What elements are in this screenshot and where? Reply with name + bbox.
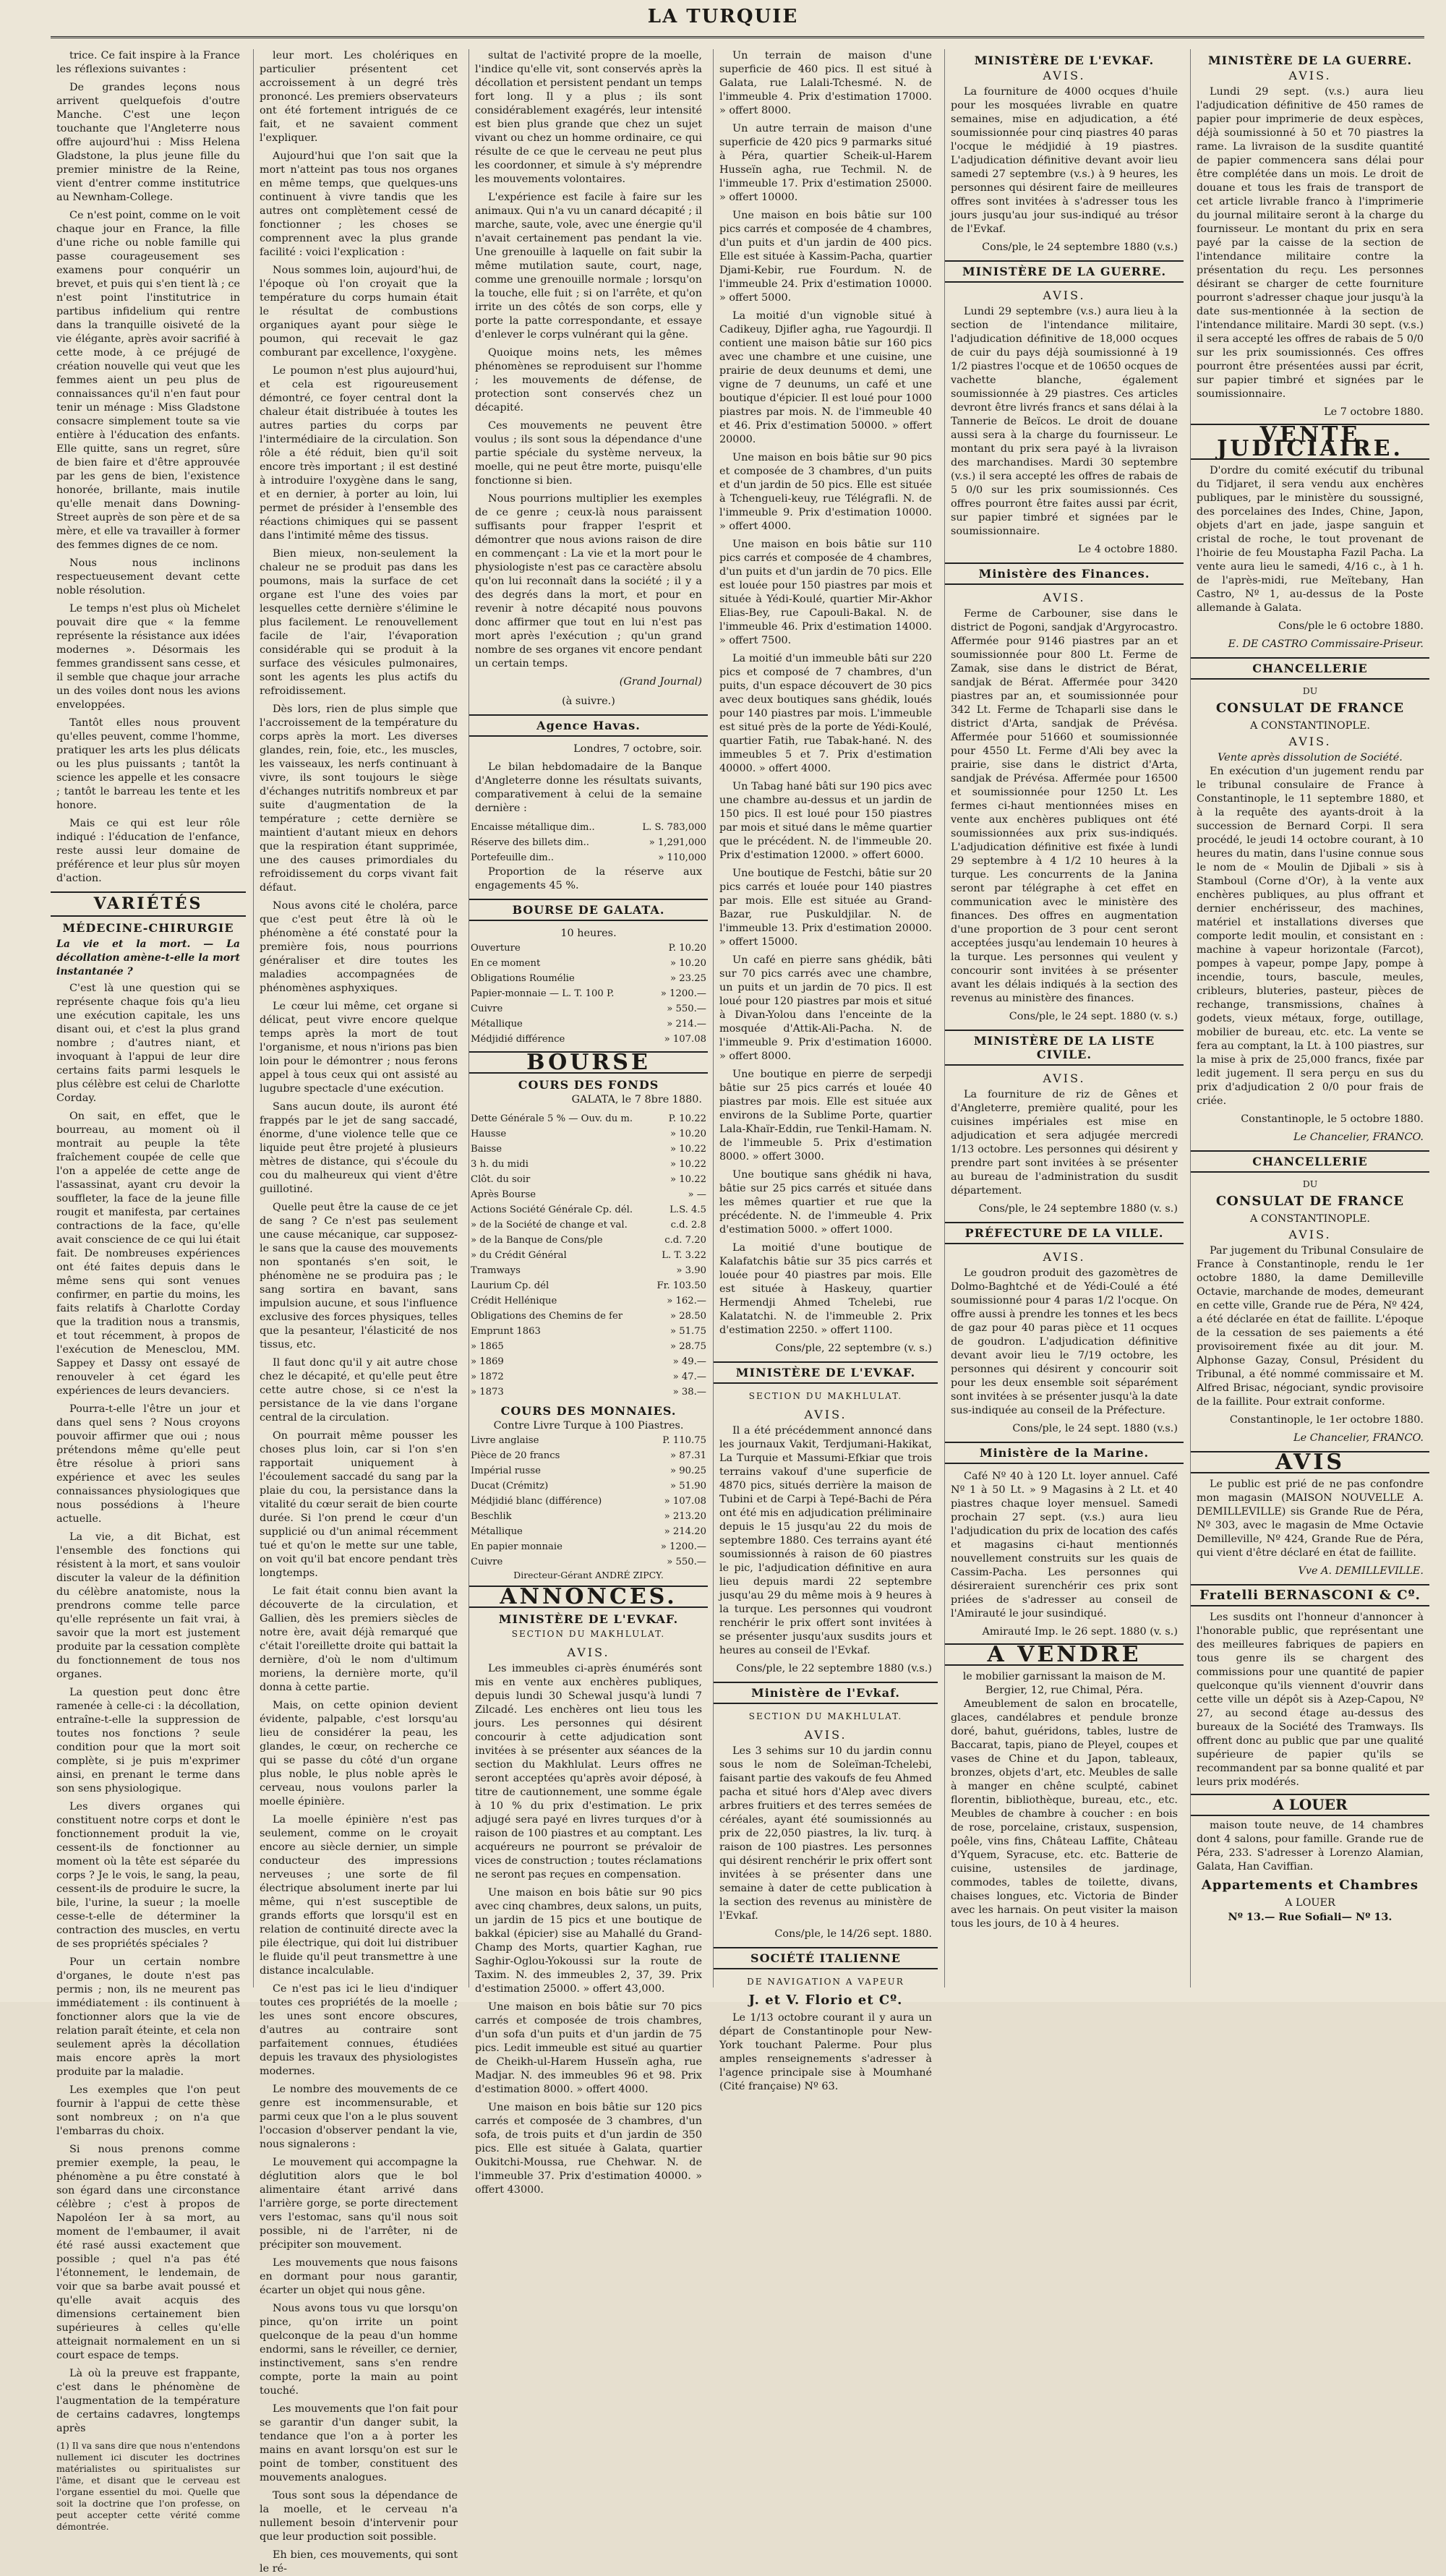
row-label: » 1865 <box>471 1341 504 1352</box>
paragraph: Les mouvements que nous faisons en dormant pour nous garantir, écarter un objet qui nous gêne. <box>260 2257 458 2296</box>
row-value: c.d. 2.8 <box>670 1220 706 1231</box>
vendre-text: Ameublement de salon en brocatelle, glaces, candélabres et pendule bronze doré, bahut, guéridons, tables, lustre de Baccarat, tapis, piano de Pleyel, coupes et vases de Chine et du Japon, tableaux, bronzes, objets d'art, etc. Meubles de salle à manger en chêne sculpté, cabinet florentin, bibliothèque, bureau, etc., etc. Meubles de chambre à coucher : en bois de rose, porcelaine, cristaux, suspension, poêle, vins fins, Château Laffite, Château d'Yquem, Syracuse, etc. etc. Batterie de cuisine, ustensiles de jardinage, commodes, tables de toilette, divans, chaises longues, etc. Victoria de Binder avec les harnais. On peut visiter la maison tous les jours, de 10 à 4 heures. <box>951 1698 1178 1930</box>
row-label: Encaisse métallique dim.. <box>471 822 595 833</box>
paragraph: Il faut donc qu'il y ait autre chose chez le décapité, et qu'elle peut être cette autre chose, si ce n'est la persistance de la vie dans l'organe central de la circulation. <box>260 1357 458 1424</box>
galata-time: 10 heures. <box>560 928 617 939</box>
property-lot: La moitié d'un immeuble bâti sur 220 pics et composé de 7 chambres, d'un puits, d'un espace découvert de 30 pics avec deux boutiques sans ghédik, loués pour 140 piastres par mois. L'immeuble est situé près de la porte de Yédi-Koulé, quartier Fatih, rue Tabak-hané. N. des immeubles 5 et 7. Prix d'estimation 40000. » offert 4000. <box>719 653 932 774</box>
footnote: (1) Il va sans dire que nous n'entendons nullement ici discuter les doctrines matérialistes ou spiritualistes sur l'âme, et disant que le cerveau est l'organe essentiel du moi. Quelle que soit la doctrine que l'on professe, on peut accepter cette vérité comme démontrée. <box>56 2440 240 2532</box>
guerre5-heading: MINISTÈRE DE LA GUERRE. <box>945 260 1184 283</box>
row-value: » 10.22 <box>669 1159 706 1170</box>
row-value: P. 110.75 <box>662 1435 706 1446</box>
article-body <box>51 982 246 2436</box>
paragraph: Les mouvements que l'on fait pour se garantir d'un danger subit, la tendance que l'on a à porter les mains en avant lorsqu'on est sur le point de tomber, constituent des mouvements analogues. <box>260 2403 458 2483</box>
row-value: » 1200.— <box>660 988 706 999</box>
row-label: Réserve des billets dim.. <box>471 837 589 848</box>
evkaf2-sub: SECTION DU MAKHLULAT. <box>748 1391 903 1401</box>
monnaies-table <box>469 1433 708 1570</box>
paragraph: Si nous prenons comme premier exemple, la peau, le phénomène a pu être constaté à son égard dans une circonstance célèbre ; c'est à propos de Napoléon Ier à sa mort, au moment de l'embaumer, il avait été rasé aussi exactement que possible ; quel n'a pas été l'étonnement, le lendemain, de voir que sa barbe avait poussé et qu'elle avait acquis des dimensions certainement bien supérieures à celles qu'elle atteignait normalement en un si court espace de temps. <box>56 2144 240 2361</box>
source-signature: (Grand Journal) <box>619 676 702 688</box>
row-value: » 162.— <box>667 1296 706 1306</box>
paragraph: Ce n'est pas ici le lieu d'indiquer toutes ces propriétés de la moelle ; les unes sont encore obscures, d'autres au contraire sont parfaitement connues, étudiées depuis les travaux des physiologistes modernes. <box>260 1983 458 2077</box>
bernasconi-heading: Fratelli BERNASCONI & Cº. <box>1191 1584 1429 1606</box>
monnaies-row <box>469 1433 708 1448</box>
row-value: » 10.22 <box>669 1174 706 1185</box>
finances-avis: AVIS. <box>1043 591 1086 604</box>
row-value: » 107.08 <box>664 1034 706 1045</box>
fonds-row <box>469 1172 708 1187</box>
guerre5-avis: AVIS. <box>1043 288 1086 302</box>
monnaies-row <box>469 1539 708 1554</box>
vente-signature: E. DE CASTRO Commissaire-Priseur. <box>1228 638 1424 650</box>
row-label: Hausse <box>471 1129 507 1139</box>
paragraph: C'est là une question qui se représente chaque fois qu'a lieu une exécution capitale, les uns disant oui, et c'est la plus grand nombre ; d'autres niant, et invoquant à l'appui de leur dire certains faits parmi lesquels le plus célèbre est celui de Charlotte Corday. <box>56 983 240 1104</box>
paragraph: Le fait était connu bien avant la découverte de la circulation, et Gallien, dès les premiers siècles de notre ère, avait déjà remarqué que c'était l'oreillette droite qui battait la dernière, d'où le nom d'ultimum moriens, la dernière morte, qu'il donna à cette partie. <box>260 1586 458 1693</box>
galata-row <box>469 1001 708 1017</box>
chancellerie1-heading: CHANCELLERIE <box>1191 657 1429 680</box>
louer-text: maison toute neuve, de 14 chambres dont 4 salons, pour famille. Grande rue de Péra, 233. S'adresser à Lorenzo Alamian, Galata, Han Caviffian. <box>1197 1820 1424 1873</box>
paragraph: On pourrait même pousser les choses plus loin, car si l'on s'en rapportait uniquement à l'écoulement saccadé du sang par la plaie du cou, la persistance dans la vitalité du cœur serait de bien courte durée. Si l'on prend le cœur d'un supplicié ou d'un animal récemment tué et qu'on le mette sur une table, on voit qu'il bat encore pendant très longtemps. <box>260 1430 458 1579</box>
galata-row <box>469 1032 708 1047</box>
dissolution-sub: Vente après dissolution de Société. <box>1218 752 1403 763</box>
paragraph: Le cœur lui même, cet organe si délicat, peut vivre encore quelque temps après la mort de tout l'organisme, et nous n'irions pas bien loin pour le démontrer ; nous ferons appel à tous ceux qui ont assisté au lugubre spectacle d'une exécution. <box>260 1001 458 1095</box>
consulat2-avis: AVIS. <box>1288 1228 1332 1241</box>
row-value: » 214.— <box>667 1019 706 1030</box>
row-value: » 107.08 <box>664 1496 706 1507</box>
monnaies-row <box>469 1524 708 1539</box>
paragraph: La moelle épinière n'est pas seulement, comme on le croyait encore au siècle dernier, un simple conducteur des impressions nerveuses ; une sorte de fil électrique absolument inerte par lui même, qui n'est susceptible de grands efforts que lorsqu'il est en relation de continuité directe avec la pile électrique, qui doit lui distribuer le fluide qu'il peut transmettre à une distance incalculable. <box>260 1814 458 1977</box>
fonds-row <box>469 1157 708 1172</box>
paragraph: Le temps n'est plus où Michelet pouvait dire que « la femme représente la résistance aux idées modernes ». Désormais les femmes grandissent sans cesse, et il semble que chaque jour arrache un des voiles dont nous les avions enveloppées. <box>56 603 240 711</box>
appartements-louer: A LOUER <box>1285 1897 1335 1909</box>
paragraph: leur mort. Les cholériques en particulier présentent cet accroissement à un degré très prononcé. Les premiers observateurs ont été fortement intrigués de ce fait, et ne savaient comment l'expliquer. <box>260 50 458 144</box>
row-label: En ce moment <box>471 958 541 969</box>
row-label: Cuivre <box>471 1004 503 1014</box>
paragraph: Nous sommes loin, aujourd'hui, de l'époque où l'on croyait que la température du corps humain était le résultat de combustions organiques ayant pour siège le poumon, qui recevait le gaz comburant par excellence, l'oxygène. <box>260 265 458 359</box>
paragraph: Quoique moins nets, les mêmes phénomènes se reproduisent sur l'homme ; les mouvements de défense, de protection sont conservés chez un décapité. <box>475 347 702 414</box>
row-label: En papier monnaie <box>471 1541 562 1552</box>
row-label: » de la Société de change et val. <box>471 1220 628 1231</box>
evkaf3-avis: AVIS. <box>804 1728 847 1742</box>
paragraph: Tous sont sous la dépendance de la moelle, et le cerveau n'a nullement besoin d'intervenir pour que leur production soit possible. <box>260 2490 458 2543</box>
paragraph: On sait, en effet, que le bourreau, au moment où il montrait au peuple la tête fraîchement coupée de celle que l'on a appelée de cette ange de l'assassinat, ayant cru devoir la souffleter, la face de la jeune fille rougit et manifesta, par certaines contractions de la face, qu'elle avait conscience de ce qui lui était fait. De nombreuses expériences ont été faites depuis dans le même sens qui sont venues confirmer, en partie du moins, les faits relatifs à Charlotte Corday que la tradition nous a transmis, et tout récemment, à propos de l'exécution de Menesclou, MM. Sappey et Dassy ont essayé de renouveler à cet égard les expériences de leurs devanciers. <box>56 1111 240 1397</box>
vente-heading: VENTE JUDICIAIRE. <box>1191 424 1429 460</box>
galata-row <box>469 941 708 956</box>
medecine-heading: MÉDECINE-CHIRURGIE <box>62 921 234 935</box>
row-value: P. 10.22 <box>668 1113 706 1124</box>
chancellerie1-du: DU <box>1302 685 1318 696</box>
fonds-row <box>469 1339 708 1354</box>
row-label: » 1869 <box>471 1356 504 1367</box>
row-value: » 3.90 <box>676 1265 706 1276</box>
guerre6-heading: MINISTÈRE DE LA GUERRE. <box>1207 54 1413 67</box>
row-label: Obligations Roumélie <box>471 973 575 984</box>
row-label: Métallique <box>471 1526 523 1537</box>
row-label: Pièce de 20 francs <box>471 1450 560 1461</box>
havas-date: Londres, 7 octobre, soir. <box>573 743 702 755</box>
evkaf5-text: La fourniture de 4000 ocques d'huile pour les mosquées livrable en quatre semaines, mise en adjudication, a été soumissionnée pour cinq piastres 40 paras l'ocque le médjidié à 19 piastres. L'adjudication définitive devant avoir lieu samedi 27 septembre (v.s.) à 9 heures, les personnes qui désirent faire de meilleures offres sont invitées à s'adresser tous les jours jusqu'au jour sus-indiqué au trésor de l'Evkaf. <box>951 86 1178 235</box>
demilleville-signature: Vve A. DEMILLEVILLE. <box>1298 1565 1424 1577</box>
evkaf5-heading: MINISTÈRE DE L'EVKAF. <box>974 54 1155 67</box>
property-lot: La moitié d'un vignoble situé à Cadikeuy, Djifler agha, rue Yagourdji. Il contient une maison bâtie sur 160 pics avec une chambre et une cuisine, une prairie de deux deunums et demi, une vigne de 7 deunums, un café et une boutique d'épicier. Il est loué pour 1000 piastres par mois. N. de l'immeuble 40 et 46. Prix d'estimation 50000. » offert 20000. <box>719 310 932 445</box>
avis-big-heading: AVIS <box>1191 1451 1429 1473</box>
paragraph: Les divers organes qui constituent notre corps et dont le fonctionnement produit la vie, cessent-ils de fonctionner au moment où la tête est séparée du corps ? Je le vois, le sang, la peau, cessent-ils de produire le sucre, la bile, l'urine, la sueur ; la moelle cesse-t-elle de déterminer la contraction des muscles, en vertu de ses propriétés spéciales ? <box>56 1801 240 1950</box>
paragraph: Bien mieux, non-seulement la chaleur ne se produit pas dans les poumons, mais la surface de cet organe est l'une des voies par lesquelles cette dernière s'élimine le plus facilement. Le renouvellement facile de l'air, l'évaporation considérable qui se produit à la surface des vésicules pulmonaires, sont les agents les plus actifs du refroidissement. <box>260 548 458 697</box>
evkaf-lots <box>469 1886 708 2197</box>
louer-heading: A LOUER <box>1191 1794 1429 1816</box>
paragraph: L'expérience est facile à faire sur les animaux. Qui n'a vu un canard décapité ; il marche, saute, vole, avec une énergie qu'il n'avait certainement pas pendant la vie. Une grenouille à laquelle on fait subir la même mutilation saute, court, nage, comme une grenouille normale ; lorsqu'on la touche, elle fuit ; si on l'arrête, et qu'on irrite un des côtés de son corps, elle y porte la patte correspondante, et essaye d'enlever le corps vulnérant qui la gêne. <box>475 192 702 341</box>
article-end <box>469 49 708 671</box>
evkaf3-text: Les 3 sehims sur 10 du jardin connu sous le nom de Soleïman-Tchelebi, faisant partie des vakoufs de feu Ahmed pacha et situé hors d'Alep avec divers arbres fruitiers et des terres semées de céréales, ayant été soumissionnés au prix de 22,050 piastres, la liv. turq. à raison de 100 piastres. Les personnes qui désirent renchérir le prix offert sont invitées à se présenter dans une semaine à dater de cette publication à la section des revenus au ministère de l'Evkaf. <box>719 1745 932 1922</box>
consulat1-heading: CONSULAT DE FRANCE <box>1215 701 1405 716</box>
paragraph: Dès lors, rien de plus simple que l'accroissement de la température du corps après la mort. Les diverses glandes, rein, foie, etc., les muscles, les vaisseaux, les nerfs continuant à vivre, ils sont toujours le siège d'échanges nutritifs nombreux et par suite d'augmentation de la température ; cette dernière se maintient d'autant mieux en dehors que la respiration étant supprimée, une des causes primordiales du refroidissement du corps vivant fait défaut. <box>260 703 458 894</box>
masthead <box>0 0 1446 43</box>
row-value: L.S. 4.5 <box>669 1204 706 1215</box>
row-label: Métallique <box>471 1019 523 1030</box>
row-label: Livre anglaise <box>471 1435 539 1446</box>
consple-date: Cons/ple, 22 septembre (v. s.) <box>775 1343 932 1354</box>
row-label: Crédit Hellénique <box>471 1296 557 1306</box>
evkaf2-heading: MINISTÈRE DE L'EVKAF. <box>714 1361 938 1384</box>
row-value: L. T. 3.22 <box>662 1250 706 1261</box>
chancellerie2-du: DU <box>1302 1178 1318 1189</box>
havas-row <box>469 820 708 835</box>
consulat1-avis: AVIS. <box>1288 735 1332 748</box>
galata-row <box>469 1017 708 1032</box>
marine-date: Amirauté Imp. le 26 sept. 1880 (v. s.) <box>982 1626 1178 1638</box>
row-value: » 38.— <box>672 1387 706 1398</box>
galata-row <box>469 971 708 986</box>
navigation-sub: DE NAVIGATION A VAPEUR <box>747 1977 904 1987</box>
guerre6-date: Le 7 octobre 1880. <box>1324 406 1424 418</box>
galata-row <box>469 986 708 1001</box>
italienne-heading: SOCIÉTÉ ITALIENNE <box>714 1947 938 1969</box>
evkaf-text: Les immeubles ci-après énumérés sont mis en vente aux enchères publiques, depuis lundi 30 Schewal jusqu'à lundi 7 Zilcadé. Les enchères ont lieu tous les jours. Les personnes qui désirent concourir à cette adjudication sont invitées à se présenter aux séances de la section du Makhlulat. Leurs offres ne seront acceptées qu'après avoir déposé, à titre de cautionnement, une somme égale à 10 % du prix d'estimation. Le prix adjugé sera payé en livres turques d'or à raison de 100 piastres et au comptant. Les acquéreurs ne pourront se prévaloir de vices de construction ; toutes réclamations ne seront pas reçues en compensation. <box>475 1663 702 1880</box>
evkaf-lots-continued <box>714 49 938 1338</box>
evkaf-avis: AVIS. <box>567 1646 610 1659</box>
evkaf2-text: Il a été précédemment annoncé dans les journaux Vakit, Terdjumani-Hakikat, La Turquie et Massumi-Efkiar que trois terrains vakouf d'une superficie de 4870 pics, situés derrière la maison de Tubini et de Carpi à Tepé-Bachi de Péra ont été mis en adjudication préliminaire depuis le 15 jusqu'au 22 du mois de septembre 1880. Ces terrains ayant été soumissionnés à raison de 60 piastres le pic, l'adjudication définitive en aura lieu depuis mardi 22 septembre jusqu'au 29 du même mois à 9 heures à la turque. Les personnes qui voudront renchérir le prix offert sont invitées à se présenter jusqu'aux susdits jours et heures au conseil de l'Evkaf. <box>719 1425 932 1656</box>
fonds-row <box>469 1354 708 1369</box>
galata-heading: BOURSE DE GALATA. <box>469 899 708 921</box>
civile-heading: MINISTÈRE DE LA LISTE CIVILE. <box>945 1030 1184 1066</box>
row-value: » 49.— <box>672 1356 706 1367</box>
paragraph: Pourra-t-elle l'être un jour et dans quel sens ? Nous croyons pouvoir affirmer que oui ; nous prétendons même qu'elle peut être résolue à priori sans expérience et avec les seules connaissances physiologiques que nous possédions à l'heure actuelle. <box>56 1403 240 1525</box>
row-value: » — <box>688 1189 706 1200</box>
fonds-row <box>469 1233 708 1248</box>
guerre5-date: Le 4 octobre 1880. <box>1078 544 1178 555</box>
property-lot: Une boutique de Festchi, bâtie sur 20 pics carrés et louée pour 140 piastres par mois. Elle est située au Grand-Bazar, rue Puskuldjilar. N. de l'immeuble 13. Prix d'estimation 20000. » offert 15000. <box>719 868 932 948</box>
fonds-date: GALATA, le 7 8bre 1880. <box>571 1094 702 1105</box>
row-value: » 1200.— <box>660 1541 706 1552</box>
guerre6-text: Lundi 29 sept. (v.s.) aura lieu l'adjudication définitive de 450 rames de papier pour imprimerie de deux espèces, déjà soumissionné à 50 et 70 piastres la rame. La livraison de la susdite quantité de papier commencera sans délai pour être complétée dans un mois. Le droit de douane et tous les frais de transport de cet article livrable franco à l'imprimerie du journal militaire seront à la charge du fournisseur. Le montant du prix en sera payé par la caisse de la section de l'intendance militaire contre la présentation du reçu. Les personnes désirant se charger de cette fourniture pourront s'adresser chaque jour jusqu'à la date sus-mentionnée à la section de l'intendance militaire. Mardi 30 sept. (v.s.) il sera accepté les offres de rabais de 5 0/0 sur les prix soumissionnés. Ces offres pourront être présentées aussi par écrit, sur papier timbré et signées par le soumissionnaire. <box>1197 86 1424 400</box>
consulat2-cple: A CONSTANTINOPLE. <box>1249 1213 1370 1225</box>
row-label: Médjidié blanc (différence) <box>471 1496 602 1507</box>
civile-avis: AVIS. <box>1043 1071 1086 1085</box>
row-value: » 10.22 <box>669 1144 706 1155</box>
monnaies-row <box>469 1463 708 1479</box>
paragraph: Ce n'est point, comme on le voit chaque jour en France, la fille d'une riche ou noble famille qui passe courageusement ses examens pour conquérir un brevet, et puis qui s'en tient là ; ce n'est point l'institutrice in partibus infidelium qui rentre dans la tranquille oisiveté de la vie élégante, après avoir sacrifié à cette mode, à ce préjugé de création nouvelle qui veut que les femmes aient un peu plus de connaissances qu'il n'en faut pour tenir un ménage : Miss Gladstone consacre simplement toute sa vie entière à l'éducation des enfants. Elle quitte, sans un regret, sûre de bien faire et d'être approuvée par les gens de bien, l'existence honorée, brillante, mais inutile qu'elle menait dans Downing-Street auprès de son père et de sa mère, et elle va travailler à former des femmes dignes de ce nom. <box>56 210 240 551</box>
property-lot: Un Tabag hané bâti sur 190 pics avec une chambre au-dessus et un jardin de 150 pics. Il est loué pour 150 piastres par mois et situé dans le même quartier que le précédent. N. de l'immeuble 20. Prix d'estimation 12000. » offert 6000. <box>719 781 932 861</box>
evkaf2-avis: AVIS. <box>804 1408 847 1421</box>
appartements-heading: Appartements et Chambres <box>1201 1878 1419 1893</box>
row-label: Clôt. du soir <box>471 1174 531 1185</box>
row-label: Baisse <box>471 1144 502 1155</box>
newspaper-title: LA TURQUIE <box>647 6 799 27</box>
row-label: Obligations des Chemins de fer <box>471 1311 623 1322</box>
paragraph: Les exemples que l'on peut fournir à l'appui de cette thèse sont nombreux ; on n'a que l'embarras du choix. <box>56 2084 240 2137</box>
row-label: » 1873 <box>471 1387 504 1398</box>
demilleville-text: Le public est prié de ne pas confondre mon magasin (MAISON NOUVELLE A. DEMILLEVILLE) sis Grande Rue de Péra, Nº 303, avec le magasin de Mme Octavie Demilleville, Nº 424, Grande Rue de Péra, qui vient d'être déclaré en état de faillite. <box>1197 1479 1424 1559</box>
row-value: » 28.50 <box>669 1311 706 1322</box>
column-4 <box>713 49 938 2092</box>
property-lot: La moitié d'une boutique de Kalafatchis bâtie sur 35 pics carrés et louée pour 40 piastres par mois. Elle est située à Haskeuy, quartier Hermendji Ahmed Tchelebi, rue Kalatatchi. N. de l'immeuble 2. Prix d'estimation 2250. » offert 1100. <box>719 1242 932 1336</box>
chancellerie2-heading: CHANCELLERIE <box>1191 1150 1429 1173</box>
row-value: » 1,291,000 <box>649 837 706 848</box>
evkaf5-avis: AVIS. <box>1043 69 1086 82</box>
prefecture-date: Cons/ple, le 24 sept. 1880 (v.s.) <box>1012 1423 1178 1434</box>
fonds-row <box>469 1126 708 1142</box>
havas-table <box>469 820 708 865</box>
property-lot: Une boutique en pierre de serpedji bâtie sur 25 pics carrés et louée 40 piastres par mois. Elle est située aux environs de la Sublime Porte, quartier Lala-Khaïr-Eddin, rue Tenkil-Hamam. N. de l'immeuble 5. Prix d'estimation 8000. » offert 3000. <box>719 1069 932 1163</box>
vente-date: Cons/ple le 6 octobre 1880. <box>1278 620 1424 632</box>
monnaies-row <box>469 1448 708 1463</box>
row-label: Tramways <box>471 1265 521 1276</box>
column-5 <box>944 49 1184 1987</box>
row-value: » 90.25 <box>669 1465 706 1476</box>
row-value: » 28.75 <box>669 1341 706 1352</box>
consulat1-cple: A CONSTANTINOPLE. <box>1249 720 1370 732</box>
consulat2-text: Par jugement du Tribunal Consulaire de France à Constantinople, rendu le 1er octobre 1880, la dame Demilleville Octavie, marchande de modes, demeurant en cette ville, Grande rue de Péra, Nº 424, a été déclarée en état de faillite. L'époque de la cessation de ses paiements a été provisoirement fixée au dit jour. M. Alphonse Gazay, Consul, Président du Tribunal, a été nommé commissaire et M. Alfred Brisac, négociant, syndic provisoire de la faillite. Pour extrait conforme. <box>1197 1245 1424 1408</box>
fonds-table <box>469 1111 708 1400</box>
property-lot: Une maison en bois bâtie sur 90 pics avec cinq chambres, deux salons, un puits, un jardin de 15 pics et une boutique de bakkal (épicier) sise au Mahallé du Grand-Champ des Morts, quartier Kaghan, rue Saghir-Oglou-Yokoussi sur la route de Taxim. N. des immeubles 2, 37, 39. Prix d'estimation 25000. » offert 43,000. <box>475 1887 702 1995</box>
guerre5-text: Lundi 29 septembre (v.s.) aura lieu à la section de l'intendance militaire, l'adjudication définitive de 18,000 ocques de cuir du pays déjà soumissionné à 19 1/2 piastres l'ocque et de 10650 ocques de vachette blanche, également soumissionnée à 29 piastres. Ces articles devront être livrés francs et sans délai à la Tannerie de Beïcos. Le droit de douane aussi sera à la charge du fournisseur. Le montant du prix sera payé à la livraison des marchandises. Mardi 30 septembre (v.s.) il sera accepté les offres de rabais de 5 0/0 sur les prix soumissionnés. Ces offres pourront être faites aussi par écrit, sur papier timbré et signées par le soumissionnaire. <box>951 306 1178 537</box>
paragraph: Quelle peut être la cause de ce jet de sang ? Ce n'est pas seulement une cause mécanique, car supposez-le sans que la cause des mouvements non spontanés s'en soit, le phénomène ne se produira pas ; le sang sortira en bavant, sans impulsion aucune, et sous l'influence exclusive des forces physiques, telles que la pesanteur, l'élasticité de nos tissus, etc. <box>260 1202 458 1351</box>
evkaf3-sub: SECTION DU MAKHLULAT. <box>748 1711 903 1721</box>
havas-proportion: Proportion de la réserve aux engagements 45 %. <box>475 866 702 891</box>
paragraph: Nous nous inclinons respectueusement devant cette noble résolution. <box>56 557 240 596</box>
galata-row <box>469 956 708 971</box>
bernasconi-text: Les susdits ont l'honneur d'annoncer à l'honorable public, que représentant une des meilleures fabriques de papiers en tous genre ils se chargent des commissions pour une quantité de papier quelconque qu'ils viennent d'ouvrir dans cette ville un dépôt sis à Azep-Capou, Nº 27, au second étage au-dessus des bureaux de la Société des Tramways. Ils offrent donc au public que par une qualité supérieure de papier qu'ils se recommandent par sa bonne qualité et par leurs prix modérés. <box>1197 1612 1424 1788</box>
paragraph: La vie, a dit Bichat, est l'ensemble des fonctions qui résistent à la mort, et sans vouloir discuter la valeur de la définition du célèbre anatomiste, nous la prendrons comme telle parce qu'elle représente un fait vrai, à savoir que la mort est justement produite par la cessation complète du fonctionnement de tous nos organes. <box>56 1531 240 1680</box>
row-value: » 110,000 <box>658 852 706 863</box>
paragraph: Nous pourrions multiplier les exemples de ce genre ; ceux-là nous paraissent suffisants pour frapper l'esprit et démontrer que nous avions raison de dire en commençant : La vie et la mort pour le physiologiste n'est pas ce caractère absolu qu'on lui reconnaît dans la société ; il y a des degrés dans la mort, et pour en revenir à notre décapité nous pouvons donc affirmer que tout en lui n'est pas mort après l'exécution ; qu'un grand nombre de ses organes vit encore pendant un certain temps. <box>475 493 702 669</box>
marine-text: Café Nº 40 à 120 Lt. loyer annuel. Café Nº 1 à 50 Lt. » 9 Magasins à 2 Lt. et 40 piastres chaque loyer mensuel. Samedi prochain 27 sept. (v.s.) aura lieu l'adjudication du prix de location des cafés et magasins ci-haut mentionnés nouvellement construits sur les quais de Cassim-Pacha. Les personnes qui désireraient surenchérir ces prix sont priées de s'adresser au conseil de l'Amirauté le jour susindiqué. <box>951 1471 1178 1619</box>
prefecture-heading: PRÉFECTURE DE LA VILLE. <box>945 1222 1184 1244</box>
row-value: » 51.90 <box>669 1481 706 1492</box>
paragraph: Eh bien, ces mouvements, qui sont le ré- <box>260 2549 458 2575</box>
row-label: Cuivre <box>471 1557 503 1567</box>
property-lot: Une maison en bois bâtie sur 100 pics carrés et composée de 4 chambres, d'un puits et d'un jardin de 400 pics. Elle est située à Kassim-Pacha, quartier Djami-Kebir, rue Fourdum. N. de l'immeuble 24. Prix d'estimation 10000. » offert 5000. <box>719 210 932 304</box>
fonds-row <box>469 1111 708 1126</box>
row-value: » 47.— <box>672 1372 706 1382</box>
row-label: » de la Banque de Cons/ple <box>471 1235 603 1246</box>
property-lot: Une maison en bois bâtie sur 120 pics carrés et composée de 3 chambres, d'un sofa, de trois puits et d'un jardin de 350 pics. Elle est située à Galata, quartier Oukitchi-Moussa, rue Chehwar. N. de l'immeuble 37. Prix d'estimation 40000. » offert 43000. <box>475 2102 702 2196</box>
havas-row <box>469 835 708 850</box>
fonds-row <box>469 1309 708 1324</box>
paragraph: sultat de l'activité propre de la moelle, l'indice qu'elle vit, sont conservés après la décollation et persistent pendant un temps fort long. Il y a plus ; ils sont considérablement exagérés, leur intensité est bien plus grande que chez un sujet vivant ou chez un homme ordinaire, ce qui résulte de ce que le cerveau ne peut plus les coordonner, et simule à s'y méprendre les mouvements volontaires. <box>475 50 702 185</box>
consulat1-signature: Le Chancelier, FRANCO. <box>1293 1131 1424 1143</box>
paragraph: De grandes leçons nous arrivent quelquefois d'outre Manche. C'est une leçon touchante que l'Angleterre nous offre aujourd'hui : Miss Helena Gladstone, la plus jeune fille du premier ministre de la Reine, vient d'entrer comme institutrice au Newnham-College. <box>56 82 240 203</box>
paragraph: La question peut donc être ramenée à celle-ci : la décollation, entraîne-t-elle la suppression de toutes nos fonctions ? seule condition pour que la mort soit complète, si je puis m'exprimer ainsi, en prenant le terme dans son sens physiologique. <box>56 1687 240 1794</box>
paragraph: Aujourd'hui que l'on sait que la mort n'atteint pas tous nos organes en même temps, que quelques-uns continuent à vivre tandis que les autres ont complètement cessé de fonctionner ; les choses se comprennent avec la plus grande facilité : voici l'explication : <box>260 150 458 258</box>
a-suivre: (à suivre.) <box>562 696 615 707</box>
paragraph: Pour un certain nombre d'organes, le doute n'est pas permis ; non, ils ne meurent pas immédiatement : ils continuent à fonctionner alors que la vie de relation paraît éteinte, et cela non seulement après la décollation mais encore après la mort produite par la maladie. <box>56 1956 240 2078</box>
article-continuation <box>254 49 463 2576</box>
evkaf5-date: Cons/ple, le 24 septembre 1880 (v.s.) <box>982 241 1178 253</box>
paragraph: Ces mouvements ne peuvent être voulus ; ils sont sous la dépendance d'une partie spéciale du système nerveux, la moelle, qui ne peut être morte, puisqu'elle fonctionne si bien. <box>475 420 702 487</box>
fonds-row <box>469 1293 708 1309</box>
evkaf-heading: MINISTÈRE DE L'EVKAF. <box>498 1612 679 1626</box>
fonds-row <box>469 1202 708 1218</box>
property-lot: Une maison en bois bâtie sur 110 pics carrés et composée de 4 chambres, d'un puits et d'un jardin de 70 pics. Elle est louée pour 150 piastres par mois et située à Yédi-Koulé, quartier Mir-Akhor Elias-Bey, rue Capouli-Bakal. N. de l'immeuble 46. Prix d'estimation 14000. » offert 7500. <box>719 539 932 646</box>
column-3 <box>469 49 708 2196</box>
fonds-row <box>469 1248 708 1263</box>
column-6 <box>1190 49 1429 1987</box>
consulat1-text: En exécution d'un jugement rendu par le tribunal consulaire de France à Constantinople, le 11 septembre 1880, et à la requête des ayants-droit à la succession de Bernard Corpi. Il sera procédé, le jeudi 14 octobre courant, à 10 heures du matin, dans l'usine connue sous le nom de « Moulin de Djibali » sis à Stamboul (Corne d'Or), à la vente aux enchères publiques, au plus offrant et dernier enchérisseur, des machines, matériel et installations diverses que comporte ledit moulin, et consistant en : machine à vapeur horizontale (Farcot), pompes à vapeur, pompe Japy, pompe à incendie, tours, bascule, meules, cribleurs, bluteries, pasteur, pièces de rechange, transmissions, chaînes à godets, vieux métaux, forge, outillage, mobilier de bureau, etc. etc. La vente se fera au comptant, la Lt. à 100 piastres, sur la mise à prix de 25,000 francs, fixée par ledit jugement. Il sera perçu en sus du prix d'adjudication 2 0/0 pour frais de criée. <box>1197 766 1424 1107</box>
prefecture-avis: AVIS. <box>1043 1250 1086 1264</box>
evkaf3-heading: Ministère de l'Evkaf. <box>714 1682 938 1704</box>
property-lot: Un terrain de maison d'une superficie de 460 pics. Il est situé à Galata, rue Lalali-Tchesmé. N. de l'immeuble 4. Prix d'estimation 17000. » offert 8000. <box>719 50 932 116</box>
varietes-heading: VARIÉTÉS <box>51 891 246 917</box>
row-value: » 51.75 <box>669 1326 706 1337</box>
consulat1-date: Constantinople, le 5 octobre 1880. <box>1241 1113 1424 1125</box>
appartements-address: Nº 13.— Rue Sofiali— Nº 13. <box>1228 1911 1392 1923</box>
civile-text: La fourniture de riz de Gênes et d'Angleterre, première qualité, pour les cuisines impériales est mise en adjudication et sera adjugée mercredi 1/13 octobre. Les personnes qui désirent y prendre part sont invitées à se présenter au bureau de l'administration du susdit département. <box>951 1089 1178 1197</box>
row-value: c.d. 7.20 <box>664 1235 706 1246</box>
paragraph: Là où la preuve est frappante, c'est dans le phénomène de l'augmentation de la température de certains cadavres, longtemps après <box>56 2368 240 2434</box>
paragraph: Le nombre des mouvements de ce genre est incommensurable, et parmi ceux que l'on a le plus souvent l'occasion d'observer pendant la vie, nous signalerons : <box>260 2084 458 2150</box>
paragraph: Mais, on cette opinion devient évidente, palpable, c'est lorsqu'au lieu de considérer la peau, les glandes, le cœur, on recherche ce qui se passe du côté d'un organe plus noble, le plus noble après le cerveau, nous voulons parler la moelle épinière. <box>260 1700 458 1807</box>
evkaf2-date: Cons/ple, le 22 septembre 1880 (v.s.) <box>736 1663 932 1674</box>
paragraph: Le mouvement qui accompagne la déglutition alors que le bol alimentaire étant arrivé dans l'arrière gorge, se porte directement vers l'estomac, sans qu'il nous soit possible, ni de l'arrêter, ni de précipiter son mouvement. <box>260 2157 458 2251</box>
row-label: Médjidié différence <box>471 1034 565 1045</box>
row-label: Ouverture <box>471 943 521 954</box>
paragraph: Nous avons cité le choléra, parce que c'est peut être là où le phénomène a été constaté pour la première fois, nous pourrions généraliser et dire toutes les maladies accompagnées de phénomènes asphyxiques. <box>260 900 458 994</box>
finances-date: Cons/ple, le 24 sept. 1880 (v. s.) <box>1009 1011 1178 1022</box>
paragraph: trice. Ce fait inspire à la France les réflexions suivantes : <box>56 50 240 75</box>
evkaf-sub: SECTION DU MAKHLULAT. <box>511 1629 666 1639</box>
vendre-heading: A VENDRE <box>945 1643 1184 1666</box>
row-label: » 1872 <box>471 1372 504 1382</box>
consulat2-signature: Le Chancelier, FRANCO. <box>1293 1432 1424 1444</box>
paragraph: Le poumon n'est plus aujourd'hui, et cela est rigoureusement démontré, ce foyer central dont la chaleur était distribuée à toutes les autres parties du corps par l'intermédiaire de la circulation. Son rôle a été réduit, bien qu'il soit encore très important ; il est destiné à introduire l'oxygène dans le sang, et en dernier, à porter au loin, lui permet de présider à l'ensemble des réactions chimiques qui se passent dans l'intimité même des tissus. <box>260 365 458 542</box>
row-value: » 550.— <box>667 1004 706 1014</box>
property-lot: Une maison en bois bâtie sur 90 pics et composée de 3 chambres, d'un puits et d'un jardin de 50 pics. Elle est située à Tchengueli-keuy, rue Télégrafli. N. de l'immeuble 9. Prix d'estimation 10000. » offert 4000. <box>719 452 932 532</box>
masthead-rule <box>51 36 1424 38</box>
civile-date: Cons/ple, le 24 septembre 1880 (v. s.) <box>978 1203 1178 1215</box>
galata-table <box>469 941 708 1047</box>
column-1 <box>51 49 246 2532</box>
row-label: Laurium Cp. dél <box>471 1280 549 1291</box>
row-label: Papier-monnaie — L. T. 100 P. <box>471 988 615 999</box>
row-value: » 10.20 <box>669 958 706 969</box>
bourse-heading: BOURSE <box>469 1051 708 1074</box>
property-lot: Un autre terrain de maison d'une superficie de 420 pics 9 parmarks situé à Péra, quartier Scheik-ul-Harem Husseïn agha, rue Techmil. N. de l'immeuble 17. Prix d'estimation 25000. » offert 10000. <box>719 123 932 203</box>
havas-heading: Agence Havas. <box>469 714 708 737</box>
row-value: L. S. 783,000 <box>642 822 706 833</box>
row-label: Actions Société Générale Cp. dél. <box>471 1204 633 1215</box>
havas-row <box>469 850 708 865</box>
monnaies-row <box>469 1554 708 1570</box>
row-value: Fr. 103.50 <box>656 1280 706 1291</box>
fonds-row <box>469 1218 708 1233</box>
row-label: Dette Générale 5 % — Ouv. du m. <box>471 1113 633 1124</box>
fonds-row <box>469 1142 708 1157</box>
prefecture-text: Le goudron produit des gazomètres de Dolmo-Baghtché et de Yédi-Coulé a été soumissionné pour 4 paras 1/2 l'ocque. On offre aussi à prendre les tonnes et les becs de gaz pour 40 paras pièce et 11 ocques de goudron. L'adjudication définitive devant avoir lieu le 7/19 octobre, les personnes qui désirent y concourir soit pour les deux ensemble soit séparément sont invitées à se présenter jusqu'à la date sus-indiquée au conseil de la Préfecture. <box>951 1267 1178 1416</box>
row-label: Portefeuille dim.. <box>471 852 555 863</box>
fonds-row <box>469 1187 708 1202</box>
gerant: Directeur-Gérant ANDRÉ ZIPCY. <box>513 1570 664 1580</box>
fonds-row <box>469 1385 708 1400</box>
monnaies-heading: COURS DES MONNAIES. <box>500 1404 677 1418</box>
evkaf3-date: Cons/ple, le 14/26 sept. 1880. <box>774 1928 932 1940</box>
column-2 <box>253 49 463 2575</box>
annonces-heading: ANNONCES. <box>469 1586 708 1608</box>
marine-heading: Ministère de la Marine. <box>945 1442 1184 1464</box>
monnaies-row <box>469 1509 708 1524</box>
vendre-sub: le mobilier garnissant la maison de M. Bergier, 12, rue Chimal, Péra. <box>962 1671 1166 1696</box>
row-label: » du Crédit Général <box>471 1250 567 1261</box>
property-lot: Une maison en bois bâtie sur 70 pics carrés et composée de trois chambres, d'un sofa d'un puits et d'un jardin de 75 pics. Ledit immeuble est situé au quartier de Cheikh-ul-Harem Husseïn agha, rue Madjar. N. des immeubles 96 et 98. Prix d'estimation 8000. » offert 4000. <box>475 2001 702 2095</box>
fonds-row <box>469 1263 708 1278</box>
row-label: Impérial russe <box>471 1465 541 1476</box>
consulat2-heading: CONSULAT DE FRANCE <box>1215 1194 1405 1209</box>
monnaies-sub: Contre Livre Turque à 100 Piastres. <box>493 1420 684 1432</box>
row-value: » 213.20 <box>664 1511 706 1522</box>
finances-heading: Ministère des Finances. <box>945 562 1184 585</box>
article-title: La vie et la mort. — La décollation amène-t-elle la mort instantanée ? <box>56 938 240 977</box>
row-value: » 550.— <box>667 1557 706 1567</box>
monnaies-row <box>469 1494 708 1509</box>
property-lot: Une boutique sans ghédik ni hava, bâtie sur 25 pics carrés et située dans les mêmes quartier et rue que la précédente. N. de l'immeuble 4. Prix d'estimation 5000. » offert 1000. <box>719 1169 932 1236</box>
paragraph: Tantôt elles nous prouvent qu'elles peuvent, comme l'homme, pratiquer les arts les plus délicats ou les plus puissants ; tantôt la science les appelle et les consacre ; tantôt le barreau les tente et les honore. <box>56 717 240 811</box>
row-label: Emprunt 1863 <box>471 1326 541 1337</box>
consulat2-date: Constantinople, le 1er octobre 1880. <box>1229 1414 1424 1426</box>
fonds-row <box>469 1369 708 1385</box>
row-label: Ducat (Crémitz) <box>471 1481 549 1492</box>
fonds-row <box>469 1278 708 1293</box>
fonds-row <box>469 1324 708 1339</box>
property-lot: Un café en pierre sans ghédik, bâti sur 70 pics carrés avec une chambre, un puits et un jardin de 70 pics. Il est loué pour 120 piastres par mois et situé à Divan-Yolou dans l'enceinte de la mosquée d'Attik-Ali-Pacha. N. de l'immeuble 9. Prix d'estimation 16000. » offert 8000. <box>719 954 932 1062</box>
row-value: » 87.31 <box>669 1450 706 1461</box>
monnaies-row <box>469 1479 708 1494</box>
florio-text: Le 1/13 octobre courant il y aura un départ de Constantinople pour New-York touchant Palerme. Pour plus amples renseignements s'adresser à l'agence principale sise à Moumhané (Cité française) Nº 63. <box>719 2012 932 2092</box>
row-value: » 23.25 <box>669 973 706 984</box>
row-label: Après Bourse <box>471 1189 536 1200</box>
column-1-intro <box>51 49 246 886</box>
paragraph: Nous avons tous vu que lorsqu'on pince, qu'on irrite un point quelconque de la peau d'un homme endormi, sans le réveiller, ce dernier, instinctivement, sans s'en rendre compte, porte la main au point touché. <box>260 2303 458 2397</box>
finances-text: Ferme de Carbouner, sise dans le district de Pogoni, sandjak d'Argyrocastro. Affermée pour 9146 piastres par an et soumissionnée pour 800 Lt. Ferme de Zamak, sise dans le district de Bérat, sandjak de Bérat. Affermée pour 3420 piastres par an, et soumissionnée pour 342 Lt. Ferme de Tchaparli sise dans le district d'Arta, sandjak de Prévésa. Affermée pour 51660 et soumissionnée pour 4550 Lt. Ferme d'Ali bey avec la prairie, sise dans le district d'Arta, sandjak de Prévésa. Affermée pour 16500 et soumissionnée pour 1250 Lt. Les fermes ci-haut mentionnées mises en vente aux enchères publiques ont été soumissionnées aux prix sus-indiqués. L'adjudication définitive est fixée à lundi 29 septembre à 4 1/2 10 heures à la turque. Les concurrents de la Janina seront par télégraphe à cet effet en communication avec le ministère des finances. Des offres en augmentation d'une proportion de 3 pour cent seront acceptées jusqu'au lendemain 10 heures à la turque. Les personnes qui veulent y concourir sont invitées à se présenter avant les délais indiqués à la section des revenus au ministère des finances. <box>951 608 1178 1004</box>
paragraph: Mais ce qui est leur rôle indiqué : l'éducation de l'enfance, reste aussi leur domaine de préférence et leur plus sûr moyen d'action. <box>56 818 240 884</box>
guerre6-avis: AVIS. <box>1288 69 1332 82</box>
florio-name: J. et V. Florio et Cº. <box>748 1993 903 2008</box>
row-value: P. 10.20 <box>668 943 706 954</box>
row-label: Beschlik <box>471 1511 512 1522</box>
fonds-heading: COURS DES FONDS <box>518 1078 659 1092</box>
havas-text: Le bilan hebdomadaire de la Banque d'Angleterre donne les résultats suivants, comparativement à celui de la semaine dernière : <box>475 761 702 814</box>
paragraph: Sans aucun doute, ils auront été frappés par le jet de sang saccadé, énorme, d'une violence telle que ce liquide peut être projeté à plusieurs mètres de distance, qui s'écoule du cou du malheureux qui vient d'être guillotiné. <box>260 1101 458 1195</box>
row-value: » 214.20 <box>664 1526 706 1537</box>
row-value: » 10.20 <box>669 1129 706 1139</box>
row-label: 3 h. du midi <box>471 1159 529 1170</box>
vente-text: D'ordre du comité exécutif du tribunal du Tidjaret, il sera vendu aux enchères publiques, par le ministère du soussigné, des porcelaines des Indes, Chine, Japon, objets d'art en jade, jaspe sanguin et cristal de roche, le tout provenant de l'hoirie de feu Moustapha Fazil Pacha. La vente aura lieu le samedi, 4/16 c., à 1 h. de l'après-midi, rue Meïtebany, Han Castro, Nº 1, au-dessus de la Poste allemande à Galata. <box>1197 465 1424 614</box>
